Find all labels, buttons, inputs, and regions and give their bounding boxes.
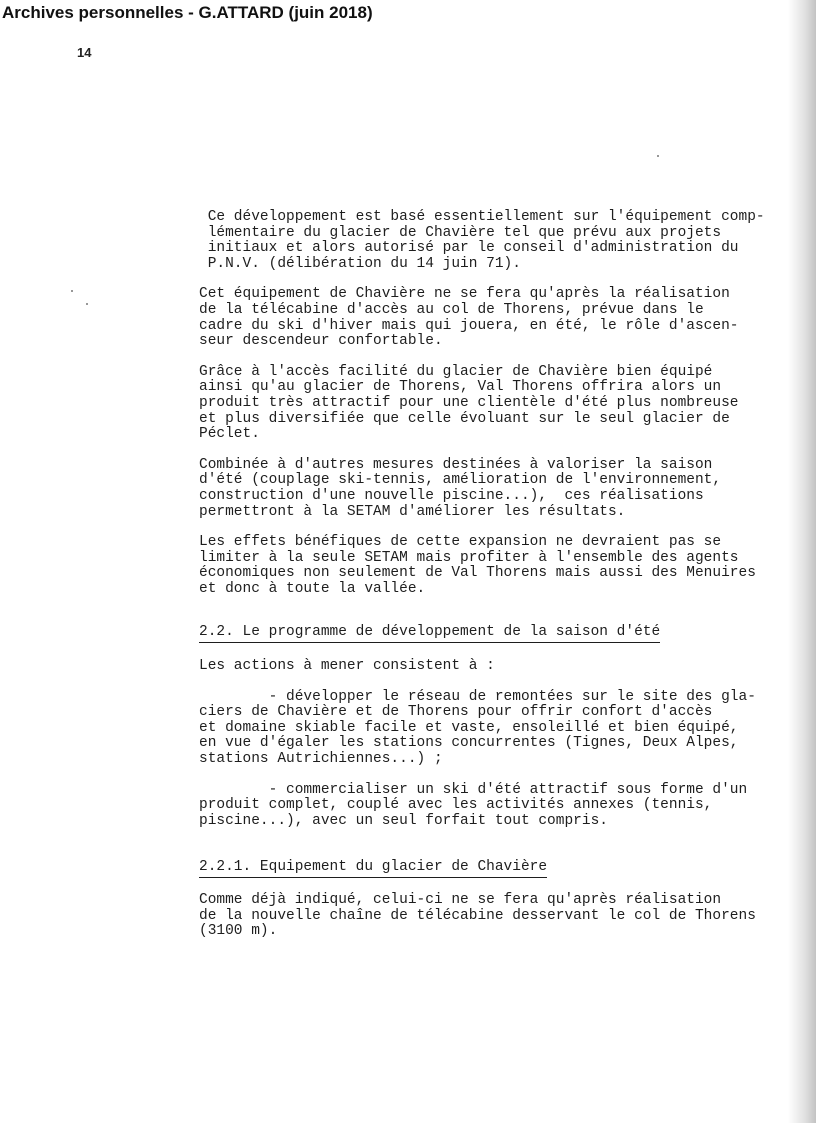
paragraph: [199, 286, 739, 350]
paragraph: [199, 534, 756, 597]
text-line: produit complet, couplé avec les activités annexes (tennis,: [199, 797, 713, 814]
scan-speck: [86, 303, 88, 305]
text-line: produit très attractif pour une clientèle d'été plus nombreuse: [199, 394, 739, 411]
text-line: - commercialiser un ski d'été attractif sous forme d'un: [199, 781, 748, 798]
text-line: permettront à la SETAM d'améliorer les résultats.: [199, 503, 626, 520]
text-line: Grâce à l'accès facilité du glacier de Chavière bien équipé: [199, 363, 713, 380]
text-line: lémentaire du glacier de Chavière tel que prévu aux projets: [199, 224, 722, 241]
text-line: Comme déjà indiqué, celui-ci ne se fera qu'après réalisation: [199, 892, 722, 908]
text-line: Cet équipement de Chavière ne se fera qu'après la réalisation: [199, 286, 730, 303]
paragraph: [199, 456, 722, 520]
text-line: et donc à toute la vallée.: [199, 580, 426, 597]
text-line: stations Autrichiennes...) ;: [199, 751, 443, 768]
page-number: 14: [77, 45, 92, 60]
text-line: en vue d'égaler les stations concurrentes (Tignes, Deux Alpes,: [199, 735, 739, 752]
scan-speck: [657, 155, 659, 157]
text-line: Ce développement est basé essentiellement sur l'équipement comp-: [199, 209, 765, 225]
page-edge-shadow: [788, 0, 816, 1123]
text-line: et domaine skiable facile et vaste, ensoleillé et bien équipé,: [199, 719, 739, 736]
paragraph: [199, 209, 765, 272]
text-line: construction d'une nouvelle piscine...), ces réalisations: [199, 487, 704, 504]
text-line: (3100 m).: [199, 923, 278, 940]
text-line: de la télécabine d'accès au col de Thorens, prévue dans le: [199, 301, 704, 318]
list-item: [199, 688, 756, 768]
scan-speck: [71, 290, 73, 292]
text-line: seur descendeur confortable.: [199, 333, 443, 350]
intro-line: [199, 659, 719, 675]
text-line: initiaux et alors autorisé par le conseil d'administration du: [199, 240, 739, 257]
text-line: de la nouvelle chaîne de télécabine desservant le col de Thorens: [199, 907, 756, 924]
subsection-heading-wrap: [199, 860, 719, 878]
section-heading: 2.2. Le programme de développement de la saison d'été: [199, 625, 660, 643]
section-heading-wrap: [199, 625, 719, 643]
text-line: Les actions à mener consistent à :: [199, 658, 495, 675]
text-line: Les effets bénéfiques de cette expansion ne devraient pas se: [199, 534, 722, 551]
text-line: d'été (couplage ski-tennis, amélioration de l'environnement,: [199, 472, 722, 489]
text-line: P.N.V. (délibération du 14 juin 71).: [199, 255, 521, 272]
text-line: piscine...), avec un seul forfait tout compris.: [199, 812, 608, 829]
subsection-heading: 2.2.1. Equipement du glacier de Chavière: [199, 860, 547, 878]
text-line: ainsi qu'au glacier de Thorens, Val Thorens offrira alors un: [199, 379, 722, 396]
text-line: - développer le réseau de remontées sur le site des gla-: [199, 688, 756, 705]
document-body: [199, 209, 765, 955]
text-line: et plus diversifiée que celle évoluant sur le seul glacier de: [199, 410, 730, 427]
list-item: [199, 781, 748, 830]
text-line: Péclet.: [199, 426, 260, 443]
text-line: cadre du ski d'hiver mais qui jouera, en été, le rôle d'ascen-: [199, 317, 739, 334]
text-line: ciers de Chavière et de Thorens pour offrir confort d'accès: [199, 704, 713, 721]
archive-header: Archives personnelles - G.ATTARD (juin 2018): [2, 3, 373, 22]
text-line: limiter à la seule SETAM mais profiter à l'ensemble des agents: [199, 549, 739, 566]
text-line: Combinée à d'autres mesures destinées à valoriser la saison: [199, 456, 713, 473]
paragraph: [199, 363, 739, 443]
paragraph: [199, 892, 756, 940]
text-line: économiques non seulement de Val Thorens mais aussi des Menuires: [199, 565, 756, 582]
